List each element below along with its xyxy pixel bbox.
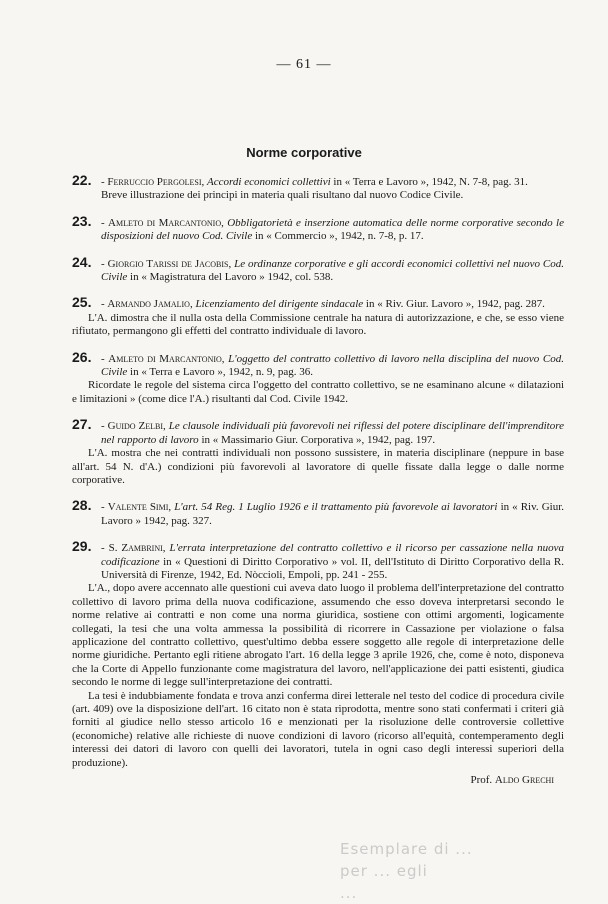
entry-abstract-continued: La tesi è indubbiamente fondata e trova anzi conferma direi letterale nel testo del codice di procedura civile (art. 409) ove la disposizione dell'art. 16 citato non è stata riprodotta, mentre sono stati confermati i criteri già forniti al giudice nello stesso articolo 16 e menzionati per la risoluzione delle controversie collettive (economiche) relative alle richieste di nuove condizioni di lavoro (ricorso all'equità, contemperamento degli interessi dei datori di lavoro con quelli dei lavoratori, tutela in ogni caso degli interessi superiori della produzione). — [72, 689, 564, 769]
entry-27 — [72, 416, 564, 487]
entry-title: Le ordinanze corporative e gli accordi economici collettivi nel nuovo Cod. Civile — [101, 257, 564, 284]
entry-number: 27. — [72, 416, 92, 433]
entry-abstract: L'A., dopo avere accennato alle questioni cui aveva dato luogo il problema dell'interpretazione del contratto collettivo di lavoro prima della nuova codificazione, assumendo che esso doveva interpretarsi secondo le norme relative ai contratti e non come una norma giuridica, sostiene con ottimi argomenti, logicamente collegati, la tesi che una volta ammessa la possibilità di ricorrere in Cassazione per violazione o falsa applicazione del contratto collettivo, quest'ultimo debba essere soggetto alle regole di interpretazione delle norme giuridiche. Pertanto egli ritiene abrogato l'art. 16 della legge 3 aprile 1926, che, come è noto, disponeva che la Corte di Appello funzionante come magistratura del lavoro, nell'applicazione dei patti esistenti, giudica secondo le norme di legge sull'interpretazione dei contratti. — [72, 582, 564, 689]
entry-description: Breve illustrazione dei principi in materia quali risultano dal nuovo Codice Civile. — [101, 189, 464, 202]
entry-source: in « Riv. Giur. Lavoro » 1942, pag. 327. — [101, 501, 565, 527]
entry-number: 29. — [72, 538, 92, 555]
entry-citation: - Armando Jamalio, Licenziamento del dirigente sindacale in « Riv. Giur. Lavoro », 1942, pag. 287. — [101, 298, 545, 311]
signature — [101, 774, 564, 787]
faded-stamp — [340, 838, 580, 902]
entry-source: in « Riv. Giur. Lavoro », 1942, pag. 287. — [365, 298, 545, 311]
page-number: — 61 — — [276, 57, 332, 72]
entry-citation: - Giorgio Tarissi de Jacobis, Le ordinanze corporative e gli accordi economici collettivi nel nuovo Cod. Civile in « Magistratura del Lavoro » 1942, col. 538. — [101, 257, 564, 284]
entry-author: Ferruccio Pergolesi — [107, 176, 202, 188]
entry-abstract: L'A. mostra che nei contratti individuali non possono sussistere, in materia disciplinare (neppure in base all'art. 54 N. d'A.) condizioni più favorevoli al lavoratore di quelle fissate dalla legge o dalle norme corporative. — [72, 447, 564, 486]
entry-source: in « Commercio », 1942, n. 7-8, p. 17. — [255, 230, 424, 243]
entry-title: L'oggetto del contratto collettivo di lavoro nella disciplina del nuovo Cod. Civile — [101, 352, 564, 379]
entry-source: in « Terra e Lavoro », 1942, n. 9, pag. 36. — [130, 366, 313, 379]
stamp-line: per ... egli — [340, 862, 428, 880]
entry-28 — [72, 497, 565, 528]
stamp-line: ... — [340, 884, 358, 902]
entry-source: in « Questioni di Diritto Corporativo » vol. II, dell'Istituto di Diritto Corporativo della R. Università di Firenze, 1942, Ed. Nòccioli, Empoli, pp. 241 - 255. — [101, 555, 564, 581]
entry-26 — [72, 348, 564, 407]
entry-number: 26. — [72, 348, 92, 365]
entry-title: Le clausole individuali più favorevoli nei riflessi del potere disciplinare dell'imprenditore nel rapporto di lavoro — [101, 420, 564, 446]
entry-citation: - Guido Zelbi, Le clausole individuali più favorevoli nei riflessi del potere disciplinare dell'imprenditore nel rapporto di lavoro in « Massimario Giur. Corporativa », 1942, pag. 197. — [101, 420, 564, 446]
entry-title: L'errata interpretazione del contratto collettivo e il ricorso per cassazione nella nuova codificazione — [101, 542, 565, 568]
entry-29 — [72, 538, 565, 787]
entry-abstract: L'A. dimostra che il nulla osta della Commissione centrale ha natura di autorizzazione, e che, se esso viene rifiutato, permangono gli effetti del contratto individuale di lavoro. — [72, 311, 564, 338]
entry-abstract: Ricordate le regole del sistema circa l'oggetto del contratto collettivo, se ne esaminano alcune « dilatazioni e limitazioni » (come dice l'A.) risultanti dal Cod. Civile 1942. — [72, 379, 564, 405]
entry-citation: - Ferruccio Pergolesi, Accordi economici collettivi in « Terra e Lavoro », 1942, N. 7-8, pag. 31. — [101, 176, 528, 188]
entry-source: in « Terra e Lavoro », 1942, N. 7-8, pag. 31. — [333, 176, 528, 188]
entry-source: in « Massimario Giur. Corporativa », 1942, pag. 197. — [201, 433, 436, 446]
entry-author: Giorgio Tarissi de Jacobis — [107, 257, 229, 270]
entry-author: Guido Zelbi — [107, 420, 164, 433]
entry-citation: - Amleto di Marcantonio, L'oggetto del contratto collettivo di lavoro nella disciplina del nuovo Cod. Civile in « Terra e Lavoro », 1942, n. 9, pag. 36. — [101, 352, 564, 379]
entry-title: Accordi economici collettivi — [207, 176, 331, 188]
entry-25 — [72, 294, 564, 338]
entry-title: Licenziamento del dirigente sindacale — [195, 298, 364, 311]
section-title: Norme corporative — [246, 145, 362, 160]
entry-author: S. Zambrini — [108, 542, 163, 555]
signature-prefix: Prof. — [470, 774, 493, 787]
entry-23 — [72, 212, 564, 244]
entry-author: Amleto di Marcantonio — [108, 216, 222, 229]
entry-22 — [72, 172, 564, 203]
entry-author: Armando Jamalio — [107, 298, 190, 311]
entry-number: 24. — [72, 253, 92, 270]
entry-number: 28. — [72, 497, 92, 514]
entry-citation: - Amleto di Marcantonio, Obbligatorietà e inserzione automatica delle norme corporative secondo le disposizioni del nuovo Cod. Civile in « Commercio », 1942, n. 7-8, p. 17. — [101, 216, 564, 243]
entry-citation: - Valente Simi, L'art. 54 Reg. 1 Luglio 1926 e il trattamento più favorevole ai lavoratori in « Riv. Giur. Lavoro » 1942, pag. 327. — [101, 501, 565, 527]
stamp-line: Esemplare di ... — [340, 840, 473, 858]
entry-author: Amleto di Marcantonio — [108, 352, 222, 365]
entry-citation: - S. Zambrini, L'errata interpretazione del contratto collettivo e il ricorso per cassazione nella nuova codificazione in « Questioni di Diritto Corporativo » vol. II, dell'Istituto di Diritto Corporativo della R. Università di Firenze, 1942, Ed. Nòccioli, Empoli, pp. 241 - 255. — [101, 542, 565, 581]
entry-number: 23. — [72, 212, 92, 229]
entry-author: Valente Simi — [107, 501, 169, 514]
entry-24 — [72, 253, 564, 285]
entry-source: in « Magistratura del Lavoro » 1942, col. 538. — [130, 271, 334, 284]
signature-name: Aldo Grechi — [494, 774, 554, 787]
bibliography-list — [72, 172, 565, 801]
entry-title: Obbligatorietà e inserzione automatica delle norme corporative secondo le disposizioni del nuovo Cod. Civile — [101, 216, 564, 243]
entry-number: 25. — [72, 294, 92, 311]
entry-number: 22. — [72, 172, 92, 188]
entry-title: L'art. 54 Reg. 1 Luglio 1926 e il trattamento più favorevole ai lavoratori — [174, 501, 498, 514]
